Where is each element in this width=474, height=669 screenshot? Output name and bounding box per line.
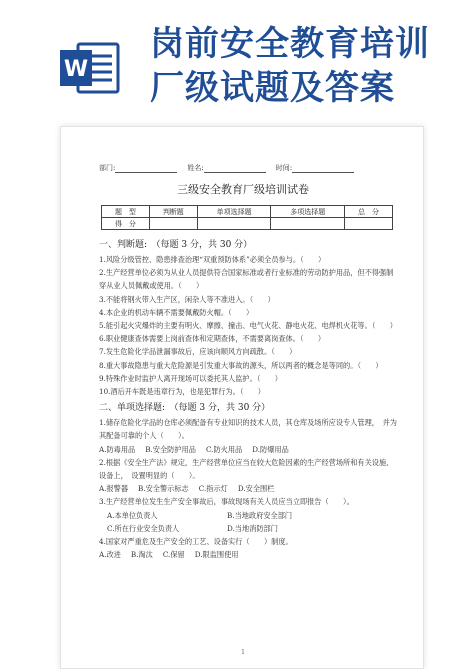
- question-item: 4.国家对严重危及生产安全的工艺、设备实行（ ）制度。: [99, 537, 293, 547]
- option: C.保留: [162, 550, 185, 560]
- meta-row: [99, 163, 419, 173]
- page-number: 1: [241, 649, 245, 656]
- word-document-icon: [58, 36, 122, 100]
- option: D.安全围栏: [237, 484, 275, 494]
- dept-blank: [115, 165, 177, 173]
- options-row: [99, 443, 409, 456]
- time-label: 时间:: [275, 164, 293, 172]
- question-item: 5.能引起火灾爆炸的主要有明火、摩擦、撞击、电气火花、静电火花、电焊机火花等。（ ）: [99, 321, 397, 331]
- options-row: [99, 548, 409, 561]
- question-item: 7.发生危险化学品泄漏事故后，应该向顺风方向疏散。（ ）: [99, 347, 297, 357]
- table-cell: [149, 218, 197, 230]
- section-heading-single-choice: 二、单项选择题: （每题 3 分，共 30 分）: [99, 403, 271, 414]
- question-item: 9.特殊作业时监护人离开现场可以委托其人监护。（ ）: [99, 373, 282, 383]
- question-item-continued: 设备上， 设置明显的（ ）。: [99, 471, 200, 481]
- banner-title: [150, 22, 470, 110]
- document-page: [60, 126, 424, 669]
- table-cell: 判断题: [149, 206, 197, 218]
- dept-field: [99, 163, 177, 173]
- name-label: 姓名:: [187, 164, 204, 172]
- question-item-continued: 其配备可靠的个人（ ）。: [99, 431, 189, 441]
- question-item: 6.职业健康查体需要上岗前查体和定期查体，不需要离岗查体。（ ）: [99, 334, 326, 344]
- score-table-score-row: [102, 218, 393, 230]
- table-cell: 题 型: [102, 206, 150, 218]
- table-cell: [271, 218, 345, 230]
- table-cell: [345, 218, 393, 230]
- option: B.当地政府安全部门: [227, 510, 293, 520]
- svg-text:W: W: [63, 57, 89, 82]
- score-table: [101, 205, 393, 230]
- option: A.改进: [99, 550, 121, 560]
- option: A.防毒用品: [99, 444, 136, 454]
- banner: [0, 0, 474, 126]
- section-heading-judgment: 一、判断题: （每题 3 分，共 30 分）: [99, 240, 253, 250]
- paper-title: 三级安全教育厂级培训试卷: [177, 183, 309, 196]
- time-blank: [292, 165, 354, 173]
- questions-body: [99, 235, 409, 561]
- question-item: 4.本企业的机动车辆不需要佩戴防火帽。（ ）: [99, 307, 254, 317]
- question-item: 1.储存危险化学品的仓库必须配备有专业知识的技术人员，其仓库及场所应设专人管理， 并为: [99, 418, 397, 428]
- table-cell: 总 分: [345, 206, 393, 218]
- option: C.所在行业安全负责人: [107, 523, 180, 533]
- option: B.安全防护用品: [145, 444, 196, 454]
- option: D.当地消防部门: [227, 523, 278, 533]
- option: D.防爆用品: [252, 444, 289, 454]
- question-item: 3.生产经营单位发生生产安全事故后，事故现场有关人员应当立即报告（ ）。: [99, 497, 354, 507]
- option: A.本单位负责人: [107, 510, 158, 520]
- name-field: [187, 163, 265, 173]
- dept-label: 部门:: [99, 164, 116, 172]
- table-cell: 多项选择题: [271, 206, 345, 218]
- question-item: 1.风险分级管控、隐患排查治理“双重预防体系”必须全员参与。（ ）: [99, 255, 326, 264]
- options-row: [99, 482, 409, 495]
- question-item: 8.重大事故隐患与重大危险源是引发重大事故的源头，所以两者的概念是等同的。（ ）: [99, 360, 383, 370]
- question-item: 3.不能将钢火带入生产区，闲杂人等不准进入。（ ）: [99, 294, 275, 304]
- option: C.指示灯: [198, 484, 228, 494]
- banner-title-line2: 厂级试题及答案: [150, 68, 395, 108]
- question-item: 2.生产经营单位必须为从业人员提供符合国家标准或者行业标准的劳动防护用品，但不得强制: [99, 268, 394, 278]
- time-field: [276, 163, 354, 173]
- option: B.淘汰: [130, 550, 153, 560]
- banner-title-line1: 岗前安全教育培训: [150, 24, 430, 64]
- option: B.安全警示标志: [138, 484, 189, 494]
- score-table-header-row: [102, 206, 393, 218]
- options-row: [99, 509, 409, 522]
- option: D.限监围使用: [194, 550, 239, 560]
- question-item: 10.酒后开车既是违章行为，也是犯罪行为。（ ）: [99, 387, 265, 397]
- table-cell: 单项选择题: [197, 206, 271, 218]
- question-item: 2.根据《安全生产法》规定，生产经营单位应当在较大危险因素的生产经营场所和有关设施、: [99, 457, 394, 467]
- option: A.报警器: [99, 484, 129, 494]
- option: C.防火用品: [205, 444, 243, 454]
- question-item-continued: 穿从业人员佩戴或使用。（ ）: [99, 281, 204, 291]
- options-row: [99, 522, 409, 535]
- table-cell: [197, 218, 271, 230]
- table-cell: 得 分: [102, 218, 150, 230]
- name-blank: [204, 165, 266, 173]
